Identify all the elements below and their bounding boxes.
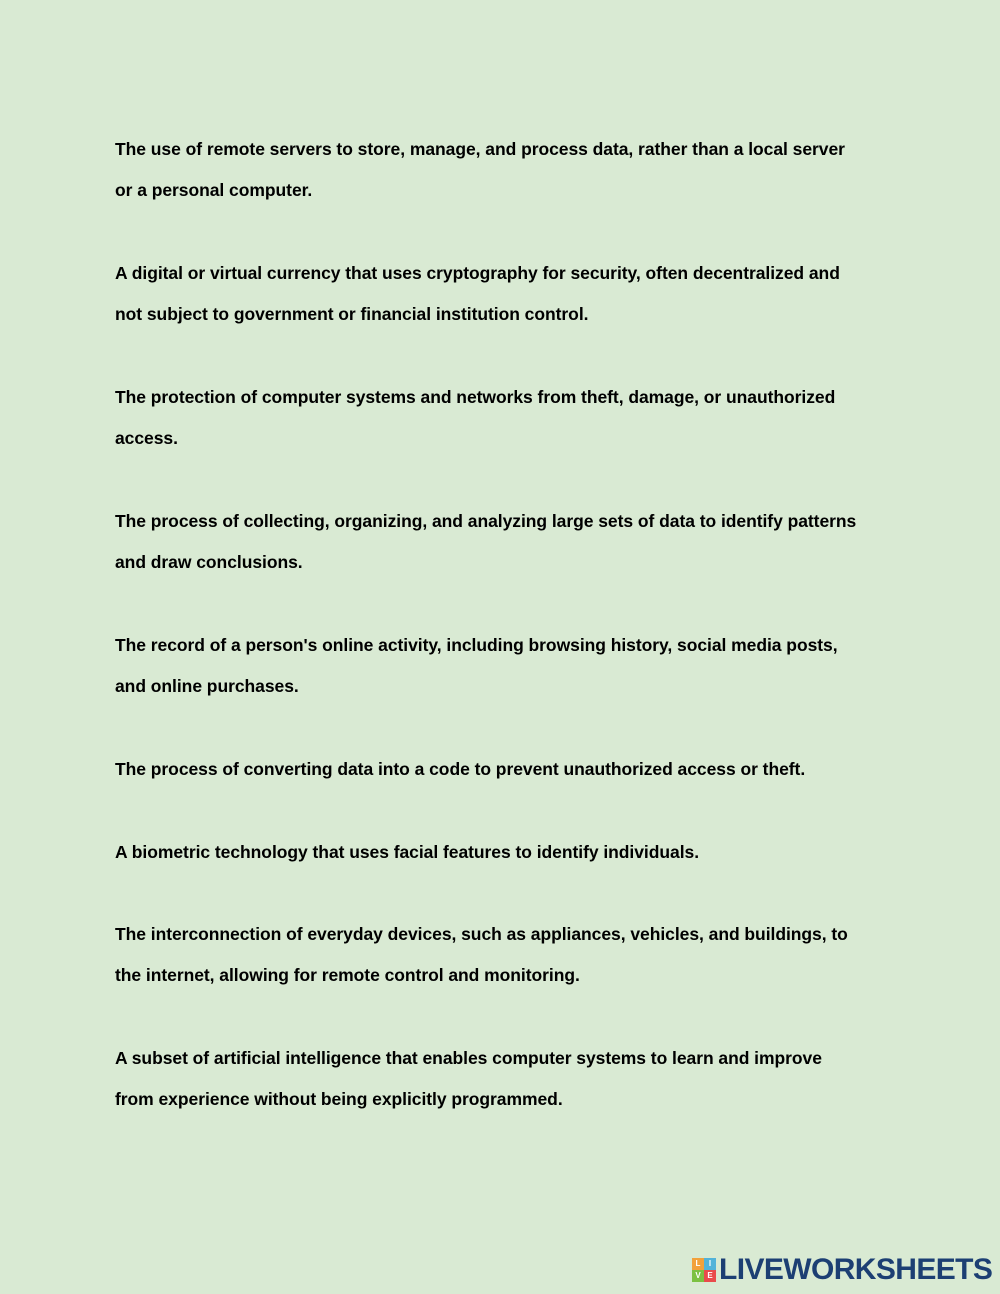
definition-7 [115, 832, 905, 873]
definition-4-line-2: and draw conclusions. [115, 552, 303, 572]
definition-6 [115, 749, 905, 790]
definition-4-line-1: The process of collecting, organizing, and analyzing large sets of data to identify patterns [115, 511, 857, 531]
definition-5-line-2: and online purchases. [115, 676, 299, 696]
definition-3 [115, 377, 905, 459]
logo-icon-letter-v: V [692, 1270, 704, 1282]
definition-2-line-1: A digital or virtual currency that uses cryptography for security, often decentralized and [115, 263, 840, 283]
definition-1-line-2: or a personal computer. [115, 180, 313, 200]
definition-8 [115, 914, 905, 996]
definition-2 [115, 253, 905, 335]
liveworksheets-logo-icon [692, 1258, 716, 1282]
definition-7-line-1: A biometric technology that uses facial features to identify individuals. [115, 842, 700, 862]
definition-1-line-1: The use of remote servers to store, manage, and process data, rather than a local server [115, 139, 845, 159]
definition-8-line-2: the internet, allowing for remote control and monitoring. [115, 965, 580, 985]
definition-9 [115, 1038, 905, 1120]
definition-3-line-2: access. [115, 428, 178, 448]
liveworksheets-logo-text: LIVEWORKSHEETS [719, 1253, 993, 1286]
logo-icon-letter-l: L [692, 1258, 704, 1270]
definition-3-line-1: The protection of computer systems and networks from theft, damage, or unauthorized [115, 387, 836, 407]
definition-6-line-1: The process of converting data into a code to prevent unauthorized access or theft. [115, 759, 806, 779]
definition-2-line-2: not subject to government or financial institution control. [115, 304, 589, 324]
logo-icon-letter-e: E [704, 1270, 716, 1282]
definition-9-line-2: from experience without being explicitly programmed. [115, 1089, 563, 1109]
definition-1 [115, 129, 905, 211]
definition-4 [115, 501, 905, 583]
definition-9-line-1: A subset of artificial intelligence that enables computer systems to learn and improve [115, 1048, 822, 1068]
liveworksheets-logo [692, 1255, 992, 1285]
definition-8-line-1: The interconnection of everyday devices, such as appliances, vehicles, and buildings, to [115, 924, 848, 944]
logo-icon-letter-i: I [704, 1258, 716, 1270]
definition-5 [115, 625, 905, 707]
definition-5-line-1: The record of a person's online activity, including browsing history, social media posts, [115, 635, 838, 655]
